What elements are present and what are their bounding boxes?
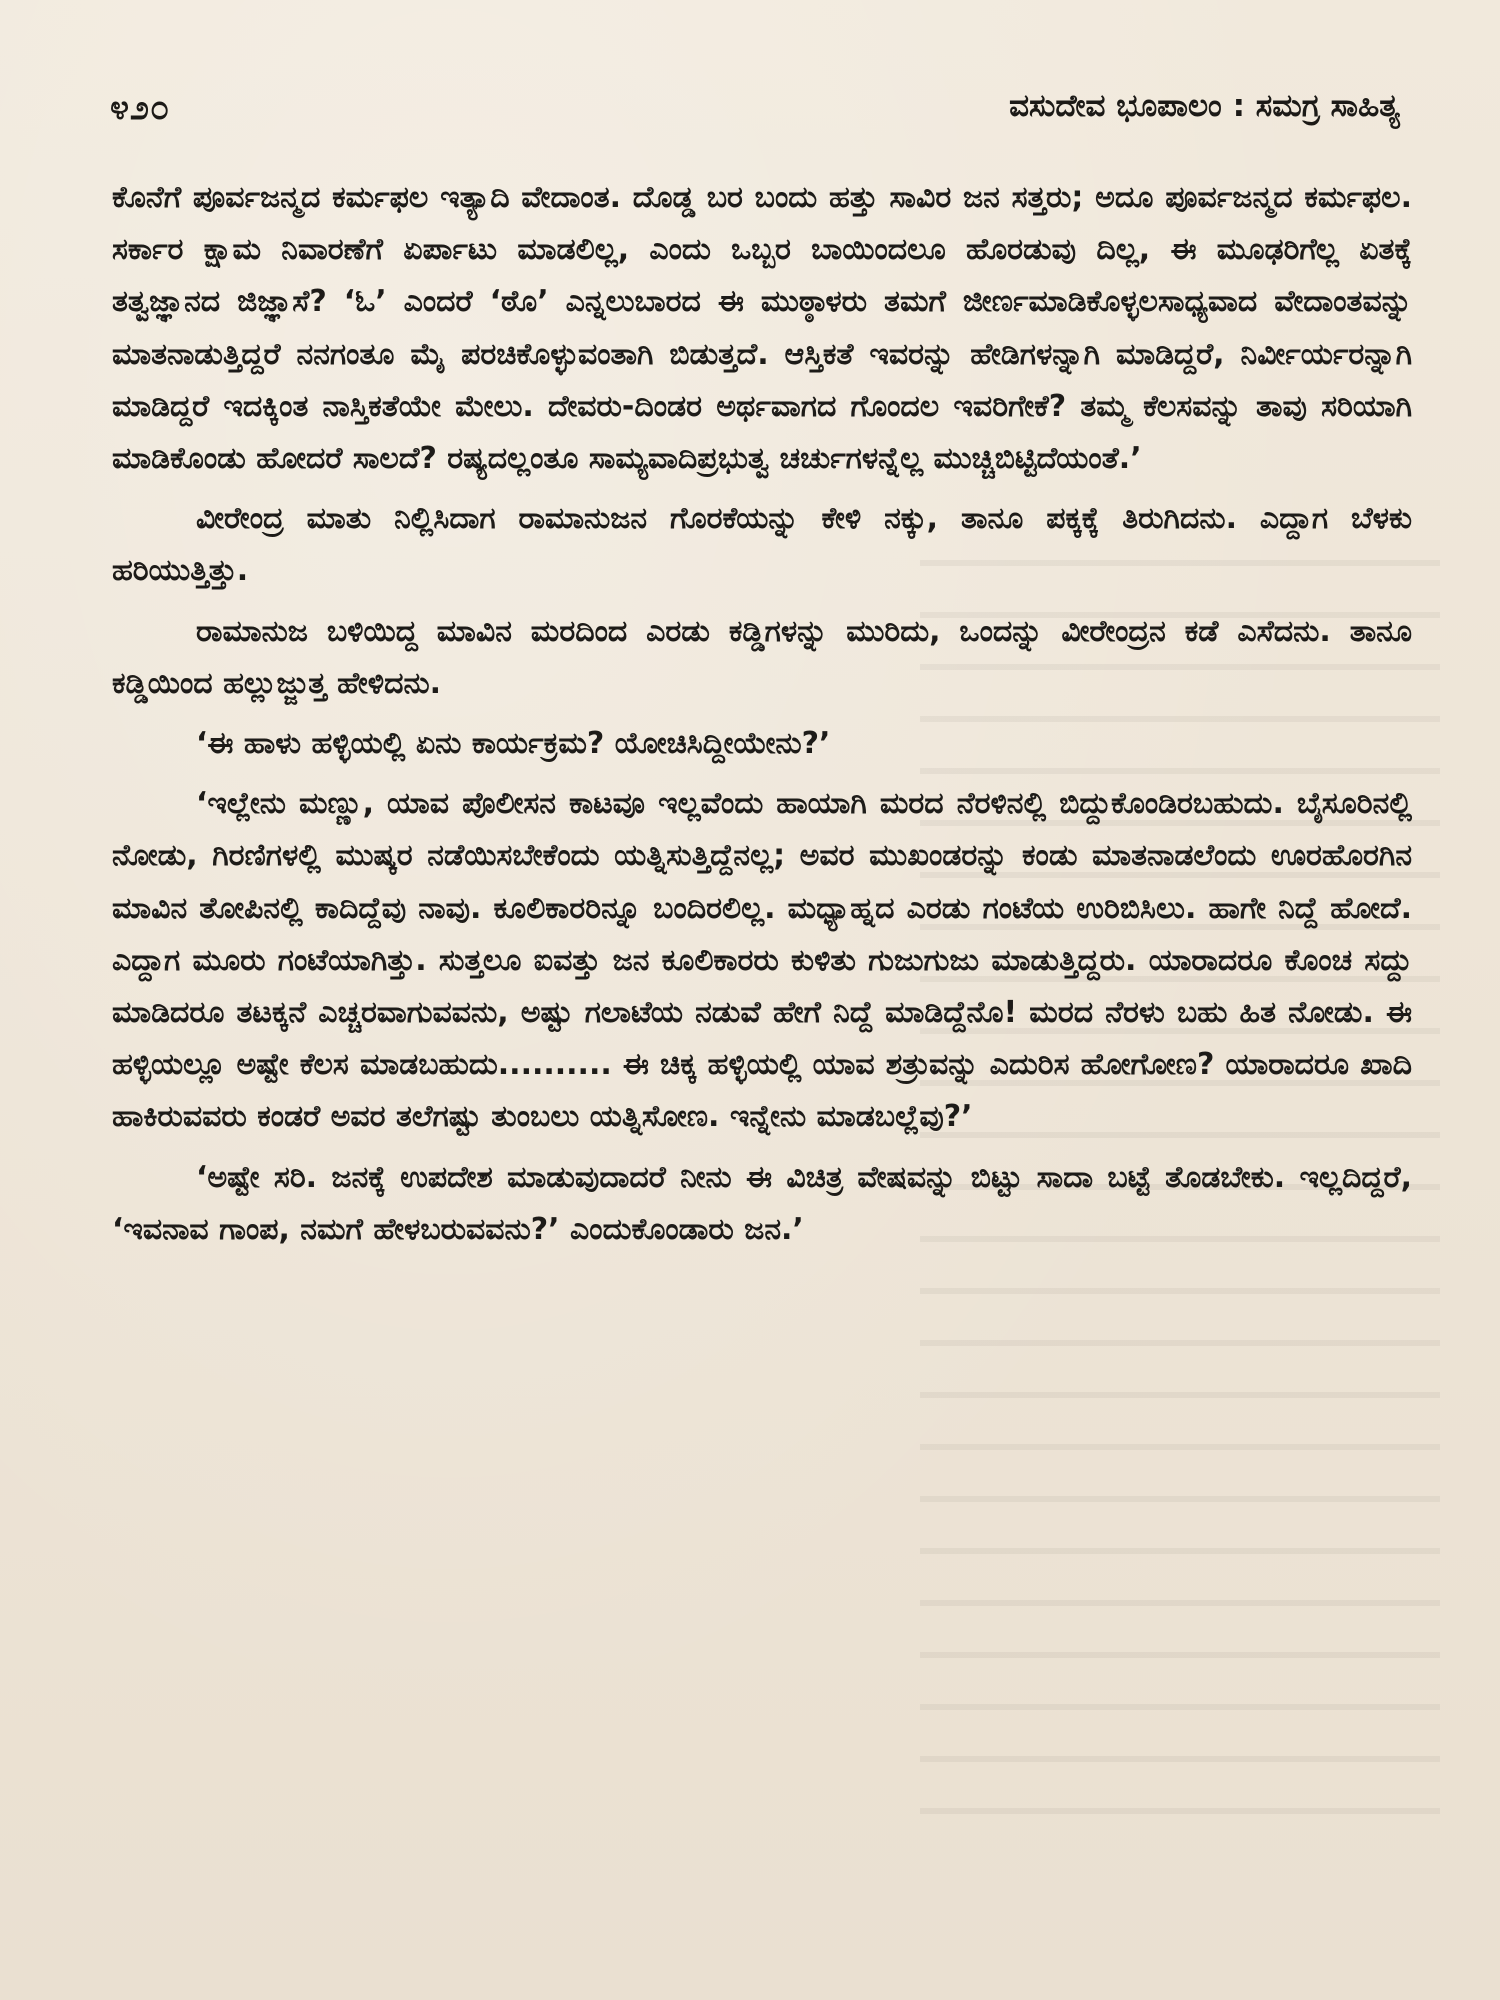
body-text (112, 172, 1412, 1264)
paragraph: ವೀರೇಂದ್ರ ಮಾತು ನಿಲ್ಲಿಸಿದಾಗ ರಾಮಾನುಜನ ಗೊರಕೆಯನ್ನು ಕೇಳಿ ನಕ್ಕು, ತಾನೂ ಪಕ್ಕಕ್ಕೆ ತಿರುಗಿದನು. ಎದ್ದಾಗ ಬೆಳಕು ಹರಿಯುತ್ತಿತ್ತು. (112, 501, 1412, 589)
page-header (98, 88, 1402, 142)
paragraph: ‘ಇಲ್ಲೇನು ಮಣ್ಣು, ಯಾವ ಪೊಲೀಸನ ಕಾಟವೂ ಇಲ್ಲವೆಂದು ಹಾಯಾಗಿ ಮರದ ನೆರಳಿನಲ್ಲಿ ಬಿದ್ದುಕೊಂಡಿರಬಹುದು. ಬೈಸೂರಿನಲ್ಲಿ ನೋಡು, ಗಿರಣಿಗಳಲ್ಲಿ ಮುಷ್ಕರ ನಡೆಯಿಸಬೇಕೆಂದು ಯತ್ನಿಸುತ್ತಿದ್ದೆನಲ್ಲ; ಅವರ ಮುಖಂಡರನ್ನು ಕಂಡು ಮಾತನಾಡಲೆಂದು ಊರಹೊರಗಿನ ಮಾವಿನ ತೋಪಿನಲ್ಲಿ ಕಾದಿದ್ದೆವು ನಾವು. ಕೂಲಿಕಾರರಿನ್ನೂ ಬಂದಿರಲಿಲ್ಲ. ಮಧ್ಯಾಹ್ನದ ಎರಡು ಗಂಟೆಯ ಉರಿಬಿಸಿಲು. ಹಾಗೇ ನಿದ್ದೆ ಹೋದೆ. ಎದ್ದಾಗ ಮೂರು ಗಂಟೆಯಾಗಿತ್ತು. ಸುತ್ತಲೂ ಐವತ್ತು ಜನ ಕೂಲಿಕಾರರು ಕುಳಿತು ಗುಜುಗುಜು ಮಾಡುತ್ತಿದ್ದರು. ಯಾರಾದರೂ ಕೊಂಚ ಸದ್ದು ಮಾಡಿದರೂ ತಟಕ್ಕನೆ ಎಚ್ಚರವಾಗುವವನು, ಅಷ್ಟು ಗಲಾಟೆಯ ನಡುವೆ ಹೇಗೆ ನಿದ್ದೆ ಮಾಡಿದ್ದೆನೊ! ಮರದ ನೆರಳು ಬಹು ಹಿತ ನೋಡು. ಈ ಹಳ್ಳಿಯಲ್ಲೂ ಅಷ್ಟೇ ಕೆಲಸ ಮಾಡಬಹುದು.......... ಈ ಚಿಕ್ಕ ಹಳ್ಳಿಯಲ್ಲಿ ಯಾವ ಶತ್ರುವನ್ನು ಎದುರಿಸ ಹೋಗೋಣ? ಯಾರಾದರೂ ಖಾದಿ ಹಾಕಿರುವವರು ಕಂಡರೆ ಅವರ ತಲೆಗಷ್ಟು ತುಂಬಲು ಯತ್ನಿಸೋಣ. ಇನ್ನೇನು ಮಾಡಬಲ್ಲೆವು?’ (112, 786, 1412, 1135)
page-number: ೪೨೦ (110, 88, 171, 128)
paragraph: ಕೊನೆಗೆ ಪೂರ್ವಜನ್ಮದ ಕರ್ಮಫಲ ಇತ್ಯಾದಿ ವೇದಾಂತ. ದೊಡ್ಡ ಬರ ಬಂದು ಹತ್ತು ಸಾವಿರ ಜನ ಸತ್ತರು; ಅದೂ ಪೂರ್ವಜನ್ಮದ ಕರ್ಮಫಲ. ಸರ್ಕಾರ ಕ್ಷಾಮ ನಿವಾರಣೆಗೆ ಏರ್ಪಾಟು ಮಾಡಲಿಲ್ಲ, ಎಂದು ಒಬ್ಬರ ಬಾಯಿಂದಲೂ ಹೊರಡುವು ದಿಲ್ಲ, ಈ ಮೂಢರಿಗೆಲ್ಲ ಏತಕ್ಕೆ ತತ್ವಜ್ಞಾನದ ಜಿಜ್ಞಾಸೆ? ‘ಓ’ ಎಂದರೆ ‘ಠೊ’ ಎನ್ನಲುಬಾರದ ಈ ಮುಠ್ಠಾಳರು ತಮಗೆ ಜೀರ್ಣಮಾಡಿಕೊಳ್ಳಲಸಾಧ್ಯವಾದ ವೇದಾಂತವನ್ನು ಮಾತನಾಡುತ್ತಿದ್ದರೆ ನನಗಂತೂ ಮೈ ಪರಚಿಕೊಳ್ಳುವಂತಾಗಿ ಬಿಡುತ್ತದೆ. ಆಸ್ತಿಕತೆ ಇವರನ್ನು ಹೇಡಿಗಳನ್ನಾಗಿ ಮಾಡಿದ್ದರೆ, ನಿರ್ವೀರ್ಯರನ್ನಾಗಿ ಮಾಡಿದ್ದರೆ ಇದಕ್ಕಿಂತ ನಾಸ್ತಿಕತೆಯೇ ಮೇಲು. ದೇವರು-ದಿಂಡರ ಅರ್ಥವಾಗದ ಗೊಂದಲ ಇವರಿಗೇಕೆ? ತಮ್ಮ ಕೆಲಸವನ್ನು ತಾವು ಸರಿಯಾಗಿ ಮಾಡಿಕೊಂಡು ಹೋದರೆ ಸಾಲದೆ? ರಷ್ಯದಲ್ಲಂತೂ ಸಾಮ್ಯವಾದಿಪ್ರಭುತ್ವ ಚರ್ಚುಗಳನ್ನೆಲ್ಲ ಮುಚ್ಚಿಬಿಟ್ಟಿದೆಯಂತೆ.’ (112, 180, 1412, 477)
paragraph: ‘ಅಷ್ಟೇ ಸರಿ. ಜನಕ್ಕೆ ಉಪದೇಶ ಮಾಡುವುದಾದರೆ ನೀನು ಈ ವಿಚಿತ್ರ ವೇಷವನ್ನು ಬಿಟ್ಟು ಸಾದಾ ಬಟ್ಟೆ ತೊಡಬೇಕು. ಇಲ್ಲದಿದ್ದರೆ, ‘ಇವನಾವ ಗಾಂಪ, ನಮಗೆ ಹೇಳಬರುವವನು?’ ಎಂದುಕೊಂಡಾರು ಜನ.’ (112, 1159, 1412, 1247)
running-head: ವಸುದೇವ ಭೂಪಾಲಂ : ಸಮಗ್ರ ಸಾಹಿತ್ಯ (1009, 88, 1400, 124)
paragraph: ‘ಈ ಹಾಳು ಹಳ್ಳಿಯಲ್ಲಿ ಏನು ಕಾರ್ಯಕ್ರಮ? ಯೋಚಿಸಿದ್ದೀಯೇನು?’ (196, 726, 831, 762)
paragraph: ರಾಮಾನುಜ ಬಳಿಯಿದ್ದ ಮಾವಿನ ಮರದಿಂದ ಎರಡು ಕಡ್ಡಿಗಳನ್ನು ಮುರಿದು, ಒಂದನ್ನು ವೀರೇಂದ್ರನ ಕಡೆ ಎಸೆದನು. ತಾನೂ ಕಡ್ಡಿಯಿಂದ ಹಲ್ಲುಜ್ಜುತ್ತ ಹೇಳಿದನು. (112, 613, 1412, 701)
